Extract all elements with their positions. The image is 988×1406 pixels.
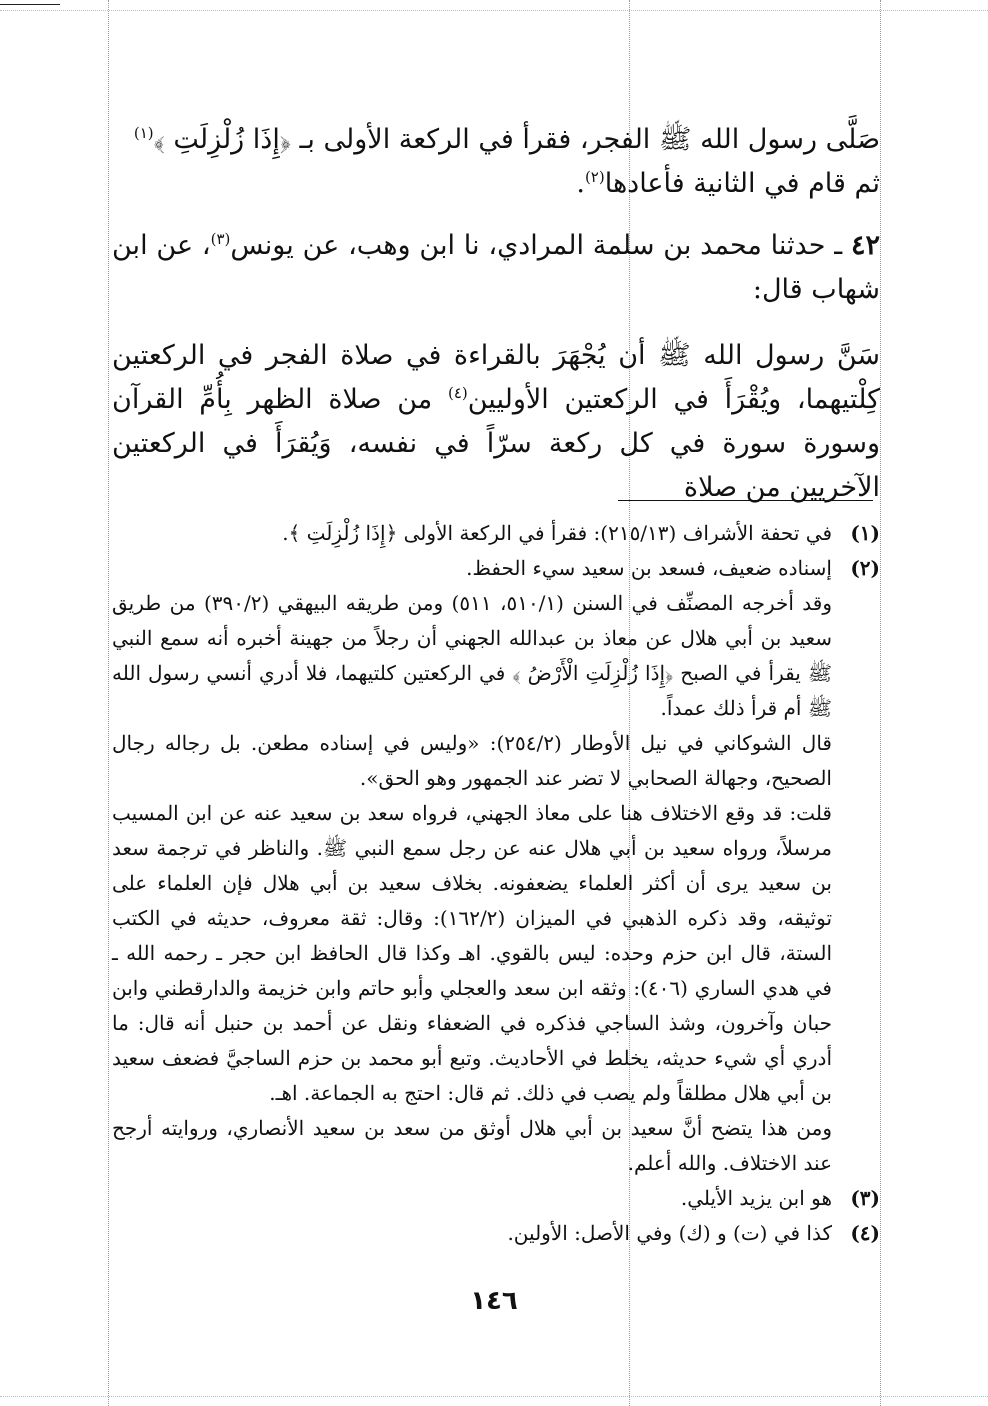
footnote-2-paragraph: قلت: قد وقع الاختلاف هنا على معاذ الجهني، فرواه سعد بن سعيد عنه عن ابن المسيب مرسلاً، ورواه سعيد بن أبي هلال عنه عن رجل سمع النبي ﷺ. والناظر في ترجمة سعد بن سعيد يرى أن أكثر العلماء يضعفونه. بخلاف سعيد بن أبي هلال فإن العلماء على توثيقه، وقد ذكره الذهبي في الميزان (١٦٢/٢): وقال: ثقة معروف، حديثه في الكتب الستة، قال ابن حزم وحده: ليس بالقوي. اهـ وكذا قال الحافظ ابن حجر ـ رحمه الله ـ في هدي الساري (٤٠٦): وثقه ابن سعد والعجلي وأبو حاتم وابن خزيمة والدارقطني وابن حبان وآخرون، وشذ الساجي فذكره في الضعفاء ونقل عن أحمد بن حنبل أنه قال: ما أدري أي شيء حديثه، يخلط في الأحاديث. وتبع أبو محمد بن حزم الساجيَّ فضعف سعيد بن أبي هلال مطلقاً ولم يصب في ذلك. ثم قال: احتج به الجماعة. اهـ. bbox=[112, 801, 833, 1105]
footnote-2-paragraph: وقد أخرجه المصنِّف في السنن (٥١٠/١، ٥١١) ومن طريقه البيهقي (٣٩٠/٢) من طريق سعيد بن أبي هلال عن معاذ بن عبدالله الجهني أن رجلاً من جهينة أخبره أنه سمع النبي ﷺ يقرأ في الصبح ﴿إِذَا زُلْزِلَتِ الْأَرْضُ ﴾ في الركعتين كلتيهما، فلا أدري أنسي رسول الله ﷺ أم قرأ ذلك عمداً. bbox=[112, 591, 833, 720]
footnotes bbox=[112, 516, 880, 1251]
footnote-3 bbox=[112, 1181, 880, 1216]
paragraph-2 bbox=[112, 224, 880, 312]
footnote-2-paragraph: قال الشوكاني في نيل الأوطار (٢٥٤/٢): «وليس في إسناده مطعن. بل رجاله رجال الصحيح، وجهالة الصحابي لا تضر عند الجمهور وهو الحق». bbox=[112, 731, 832, 790]
scan-guide-line bbox=[0, 10, 988, 11]
paragraph-3 bbox=[112, 334, 880, 510]
paragraph-1-end: . bbox=[576, 168, 585, 199]
footnote-marker: (٢) bbox=[850, 556, 880, 580]
scan-corner-line bbox=[0, 4, 60, 5]
footnote-2-paragraph: ومن هذا يتضح أنَّ سعيد بن أبي هلال أوثق من سعد بن سعيد الأنصاري، وروايته أرجح عند الاختلاف. والله أعلم. bbox=[112, 1116, 832, 1175]
paragraph-1 bbox=[112, 118, 880, 206]
scan-guide-line bbox=[880, 0, 881, 1406]
paragraph-3-text: سَنَّ رسول الله ﷺ أن يُجْهَرَ بالقراءة في صلاة الفجر في الركعتين كِلْتيهما، ويُقْرَأَ في الركعتين الأوليين bbox=[112, 340, 880, 415]
footnote-separator bbox=[618, 500, 873, 501]
footnote-ref: (٣) bbox=[210, 230, 231, 248]
footnote-text: في تحفة الأشراف (٢١٥/١٣): فقرأ في الركعة الأولى ﴿إِذَا زُلْزِلَتِ ﴾. bbox=[282, 521, 832, 545]
footnote-ref: (٢) bbox=[584, 168, 605, 186]
footnote-marker: (٤) bbox=[850, 1221, 880, 1245]
page-number: ١٤٦ bbox=[470, 1286, 518, 1316]
main-text bbox=[112, 118, 880, 510]
footnote-4 bbox=[112, 1216, 880, 1251]
footnote-1 bbox=[112, 516, 880, 551]
paragraph-3-text: من صلاة الظهر بِأُمِّ القرآن وسورة سورة في كل ركعة سرّاً في نفسه، وَيُقرَأَ في الركعتين الآخريين من صلاة bbox=[112, 384, 880, 503]
scan-guide-line bbox=[0, 1396, 988, 1397]
scan-guide-line bbox=[108, 0, 109, 1406]
paragraph-1-line-1: صَلَّى رسول الله ﷺ الفجر، فقرأ في الركعة الأولى بـ ﴿إِذَا زُلْزِلَتِ ﴾ bbox=[153, 124, 880, 155]
footnote-text: هو ابن يزيد الأيلي. bbox=[680, 1186, 832, 1210]
footnote-text: إسناده ضعيف، فسعد بن سعيد سيء الحفظ. bbox=[466, 556, 832, 580]
paragraph-2-text: ـ حدثنا محمد بن سلمة المرادي، نا ابن وهب، عن يونس bbox=[230, 230, 851, 261]
paragraph-2-text: ، عن ابن شهاب قال: bbox=[112, 230, 880, 305]
footnote-2 bbox=[112, 551, 880, 586]
paragraph-1-line-2: ثم قام في الثانية فأعادها bbox=[604, 168, 880, 199]
hadith-number: ٤٢ bbox=[850, 230, 880, 261]
footnote-ref: (٤) bbox=[447, 384, 468, 402]
footnote-marker: (٣) bbox=[850, 1186, 880, 1210]
footnote-text: كذا في (ت) و (ك) وفي الأصل: الأولين. bbox=[507, 1221, 832, 1245]
footnote-marker: (١) bbox=[850, 521, 880, 545]
footnote-ref: (١) bbox=[133, 124, 154, 142]
